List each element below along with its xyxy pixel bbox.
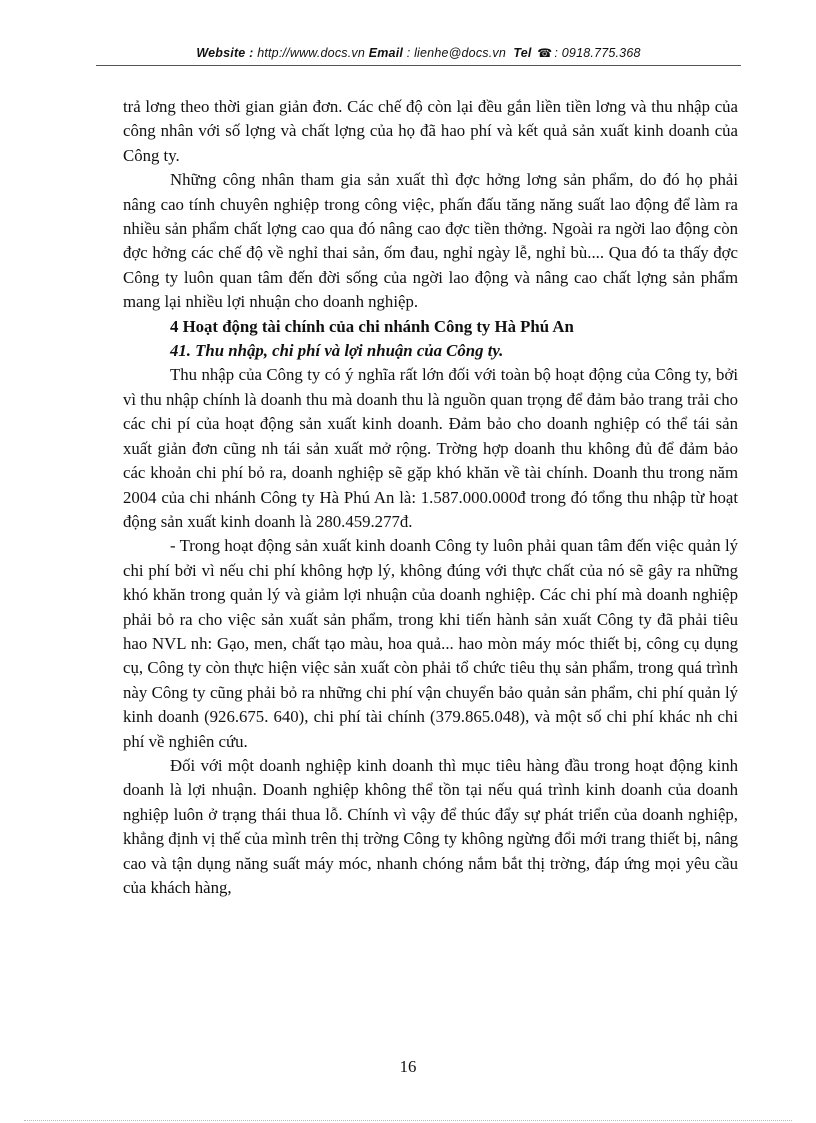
paragraph-4: - Trong hoạt động sản xuất kinh doanh Công ty luôn phải quan tâm đến việc quản lý chi phí bởi vì nếu chi phí không hợp lý, không đúng với thực chất của nó sẽ gây ra những khó khăn trong quản lý và giảm lợi nhuận của doanh nghiệp. Các chi phí mà doanh nghiệp phải bỏ ra cho việc sản xuất sản phẩm, trong khi tiến hành sản xuất Công ty đã phải tiêu hao NVL nh: Gạo, men, chất tạo màu, hoa quả... hao mòn máy móc thiết bị, công cụ dụng cụ, Công ty còn thực hiện việc sản xuất còn phải tổ chức tiêu thụ sản phẩm, trong quá trình này Công ty cũng phải bỏ ra những chi phí vận chuyển bảo quản sản phẩm, chi phí quản lý kinh doanh (926.675. 640), chi phí tài chính (379.865.048), và một số chi phí khác nh chi phí về nghiên cứu. [123,536,738,751]
paragraph-2: Những công nhân tham gia sản xuất thì đợc hởng lơng sản phẩm, do đó họ phải nâng cao tính chuyên nghiệp trong công việc, phấn đấu tăng năng suất lao động để làm ra nhiều sản phẩm chất lợng cao qua đó nâng cao đợc tiền thởng. Ngoài ra ngời lao động còn đợc hởng các chế độ về nghỉ thai sản, ốm đau, nghỉ ngày lễ, nghỉ bù.... Qua đó ta thấy đợc Công ty luôn quan tâm đến đời sống của ngời lao động và nâng cao chất lợng sản phẩm mang lại nhiều lợi nhuận cho doanh nghiệp. [123,170,738,312]
page-number: 16 [399,1057,417,1076]
website-label: Website : [196,46,254,60]
section-heading-41: 41. Thu nhập, chi phí và lợi nhuận của Công ty. [170,341,504,361]
tel-value: : 0918.775.368 [554,46,641,60]
website-url[interactable]: http://www.docs.vn [257,46,365,60]
page-header [96,46,741,60]
tel-label: Tel [513,46,532,60]
paragraph-3: Thu nhập của Công ty có ý nghĩa rất lớn đối với toàn bộ hoạt động của Công ty, bởi vì thu nhập chính là doanh thu mà doanh thu là nguồn quan trọng để đảm bảo trang trải cho các chi pí của hoạt động sản xuất kinh doanh. Đảm bảo cho doanh nghiệp có thể tái sản xuất giản đơn cũng nh tái sản xuất mở rộng. Trờng hợp doanh thu không đủ để đảm bảo các khoản chi phí bỏ ra, doanh nghiệp sẽ gặp khó khăn về tài chính. Doanh thu trong năm 2004 của chi nhánh Công ty Hà Phú An là: 1.587.000.000đ trong đó tổng thu nhập từ hoạt động sản xuất kinh doanh là 280.459.277đ. [123,365,738,531]
email-label: Email [368,46,404,60]
email-value[interactable]: : lienhe@docs.vn [406,46,507,60]
section-heading-4: 4 Hoạt động tài chính của chi nhánh Công ty Hà Phú An [170,316,574,336]
header-divider [96,65,741,66]
paragraph-1: trả lơng theo thời gian giản đơn. Các chế độ còn lại đều gắn liền tiền lơng và thu nhập của công nhân với số lợng và chất lợng của họ đã hao phí và kết quả sản xuất kinh doanh của Công ty. [123,97,738,165]
document-body [123,95,738,900]
phone-icon: ☎ [537,46,553,60]
paragraph-5: Đối với một doanh nghiệp kinh doanh thì mục tiêu hàng đầu trong hoạt động kinh doanh là lợi nhuận. Doanh nghiệp không thể tồn tại nếu quá trình kinh doanh của doanh nghiệp luôn ở trạng thái thua lỗ. Chính vì vậy để thúc đẩy sự phát triển của doanh nghiệp, khẳng định vị thế của mình trên thị trờng Công ty không ngừng đổi mới trang thiết bị, nâng cao và tận dụng năng suất máy móc, nhanh chóng nắm bắt thị trờng, đáp ứng mọi yêu cầu của khách hàng, [123,755,738,897]
footer-divider [24,1120,792,1121]
